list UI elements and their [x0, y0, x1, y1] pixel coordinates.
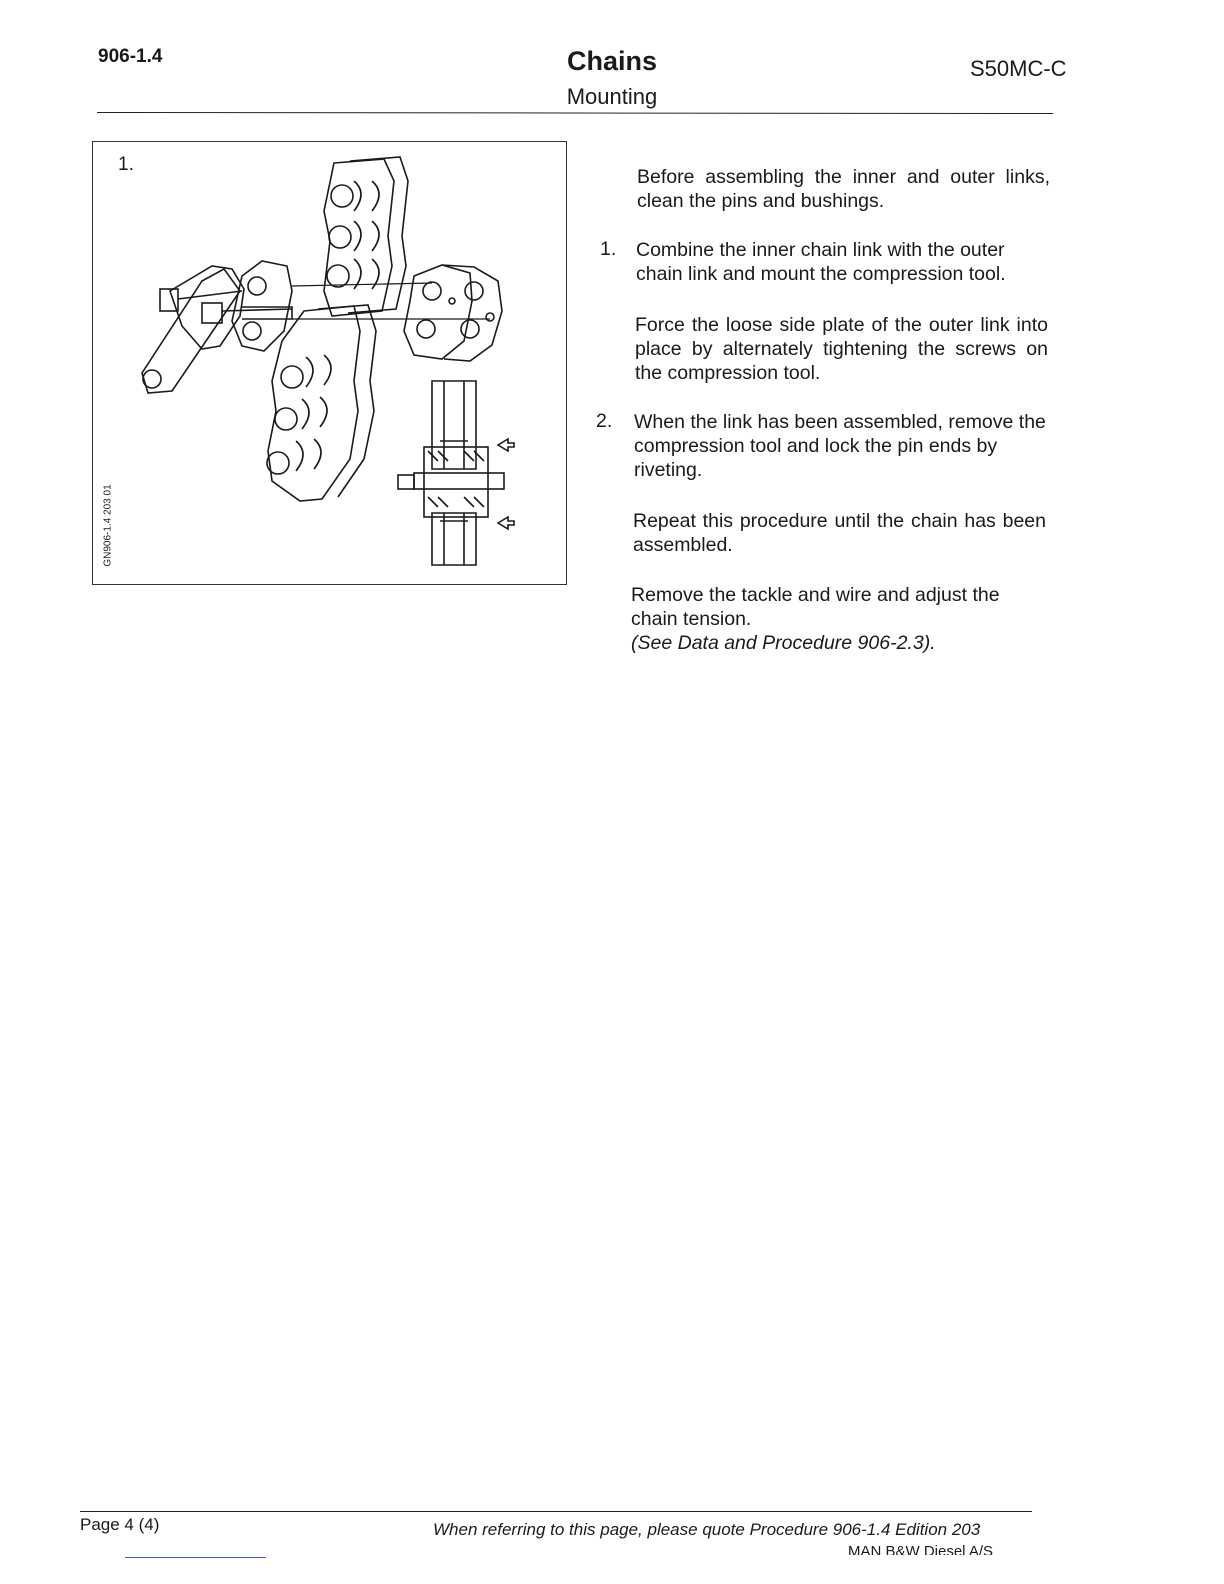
sectional-view	[398, 381, 514, 565]
outer-side-plate	[404, 265, 502, 361]
compression-tool	[142, 261, 292, 393]
step-number: 2.	[596, 410, 613, 432]
force-note: Force the loose side plate of the outer link into place by alternately tightening the screws on the compression tool.	[635, 314, 1048, 384]
publisher: MAN B&W Diesel A/S	[848, 1543, 994, 1555]
step-number: 1.	[600, 238, 617, 260]
footer-mark	[125, 1557, 266, 1558]
step-text: Combine the inner chain link with the outer chain link and mount the compression tool.	[636, 239, 1006, 285]
remove-note: Remove the tackle and wire and adjust the chain tension.	[631, 584, 1000, 630]
chain-assembly-illustration	[92, 141, 567, 585]
lower-chain-links	[267, 305, 376, 501]
step-text: When the link has been assembled, remove the compression tool and lock the pin ends by riveting.	[634, 411, 1046, 481]
intro-paragraph: Before assembling the inner and outer links, clean the pins and bushings.	[637, 166, 1050, 212]
document-number: 906-1.4	[98, 46, 163, 67]
engine-model: S50MC-C	[970, 56, 1067, 81]
page-title: Chains	[566, 46, 658, 76]
footer-divider	[80, 1511, 1032, 1512]
page-subtitle: Mounting	[566, 84, 658, 109]
upper-chain-links	[324, 157, 408, 316]
page-number: Page 4 (4)	[80, 1515, 160, 1534]
footer-note: When referring to this page, please quote Procedure 906-1.4 Edition 203	[433, 1520, 981, 1539]
repeat-note: Repeat this procedure until the chain has been assembled.	[633, 510, 1046, 556]
reference-link: (See Data and Procedure 906-2.3).	[631, 632, 936, 654]
figure-number: 1.	[118, 154, 134, 175]
figure-code: GN906-1.4 203 01	[102, 484, 114, 567]
header-divider	[97, 112, 1053, 114]
